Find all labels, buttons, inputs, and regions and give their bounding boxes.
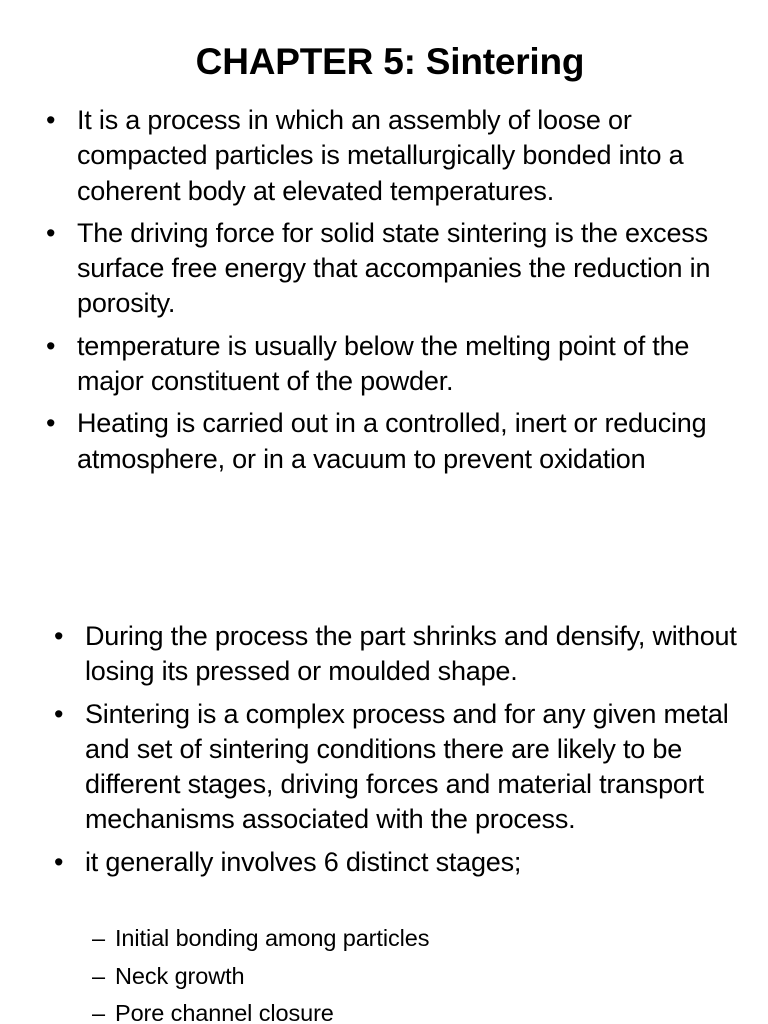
bullet-text: it generally involves 6 distinct stages; (85, 846, 522, 877)
dash-marker: – (92, 962, 105, 989)
bullet-marker: • (46, 105, 56, 135)
bullet-item (46, 406, 746, 477)
bullet-text: Sintering is a complex process and for any given metal and set of sintering conditions there are likely to be different stages, driving forces and material transport mechanisms associated with the process. (85, 698, 729, 835)
stage-item (92, 920, 742, 958)
bullet-item (54, 619, 754, 690)
bullet-text: It is a process in which an assembly of loose or compacted particles is metallurgically bonded into a coherent body at elevated temperatures. (77, 105, 684, 206)
bullet-marker: • (46, 330, 56, 361)
bullet-item (54, 845, 754, 880)
bullet-text: During the process the part shrinks and densify, without losing its pressed or moulded shape. (85, 621, 737, 687)
bullet-list-process (54, 619, 754, 887)
bullet-marker: • (54, 846, 64, 877)
bullet-item (54, 697, 754, 838)
bullet-item (46, 329, 746, 400)
bullet-marker: • (54, 698, 64, 729)
stage-text: Pore channel closure (115, 1000, 334, 1024)
bullet-list-intro (46, 103, 746, 484)
bullet-text: Heating is carried out in a controlled, inert or reducing atmosphere, or in a vacuum to prevent oxidation (77, 408, 707, 474)
bullet-marker: • (46, 408, 56, 439)
stage-item (92, 995, 742, 1024)
stage-text: Initial bonding among particles (115, 925, 430, 951)
bullet-text: The driving force for solid state sintering is the excess surface free energy that accompanies the reduction in porosity. (77, 217, 711, 319)
dash-marker: – (92, 925, 105, 951)
stage-item (92, 958, 742, 996)
stage-text: Neck growth (115, 962, 245, 989)
dash-marker: – (92, 1000, 105, 1024)
bullet-marker: • (54, 621, 64, 651)
page-title: CHAPTER 5: Sintering (195, 41, 585, 82)
stages-list (92, 920, 742, 1024)
bullet-marker: • (46, 217, 56, 248)
bullet-item (46, 216, 746, 322)
bullet-item (46, 103, 746, 209)
bullet-text: temperature is usually below the melting point of the major constituent of the powder. (77, 330, 690, 397)
